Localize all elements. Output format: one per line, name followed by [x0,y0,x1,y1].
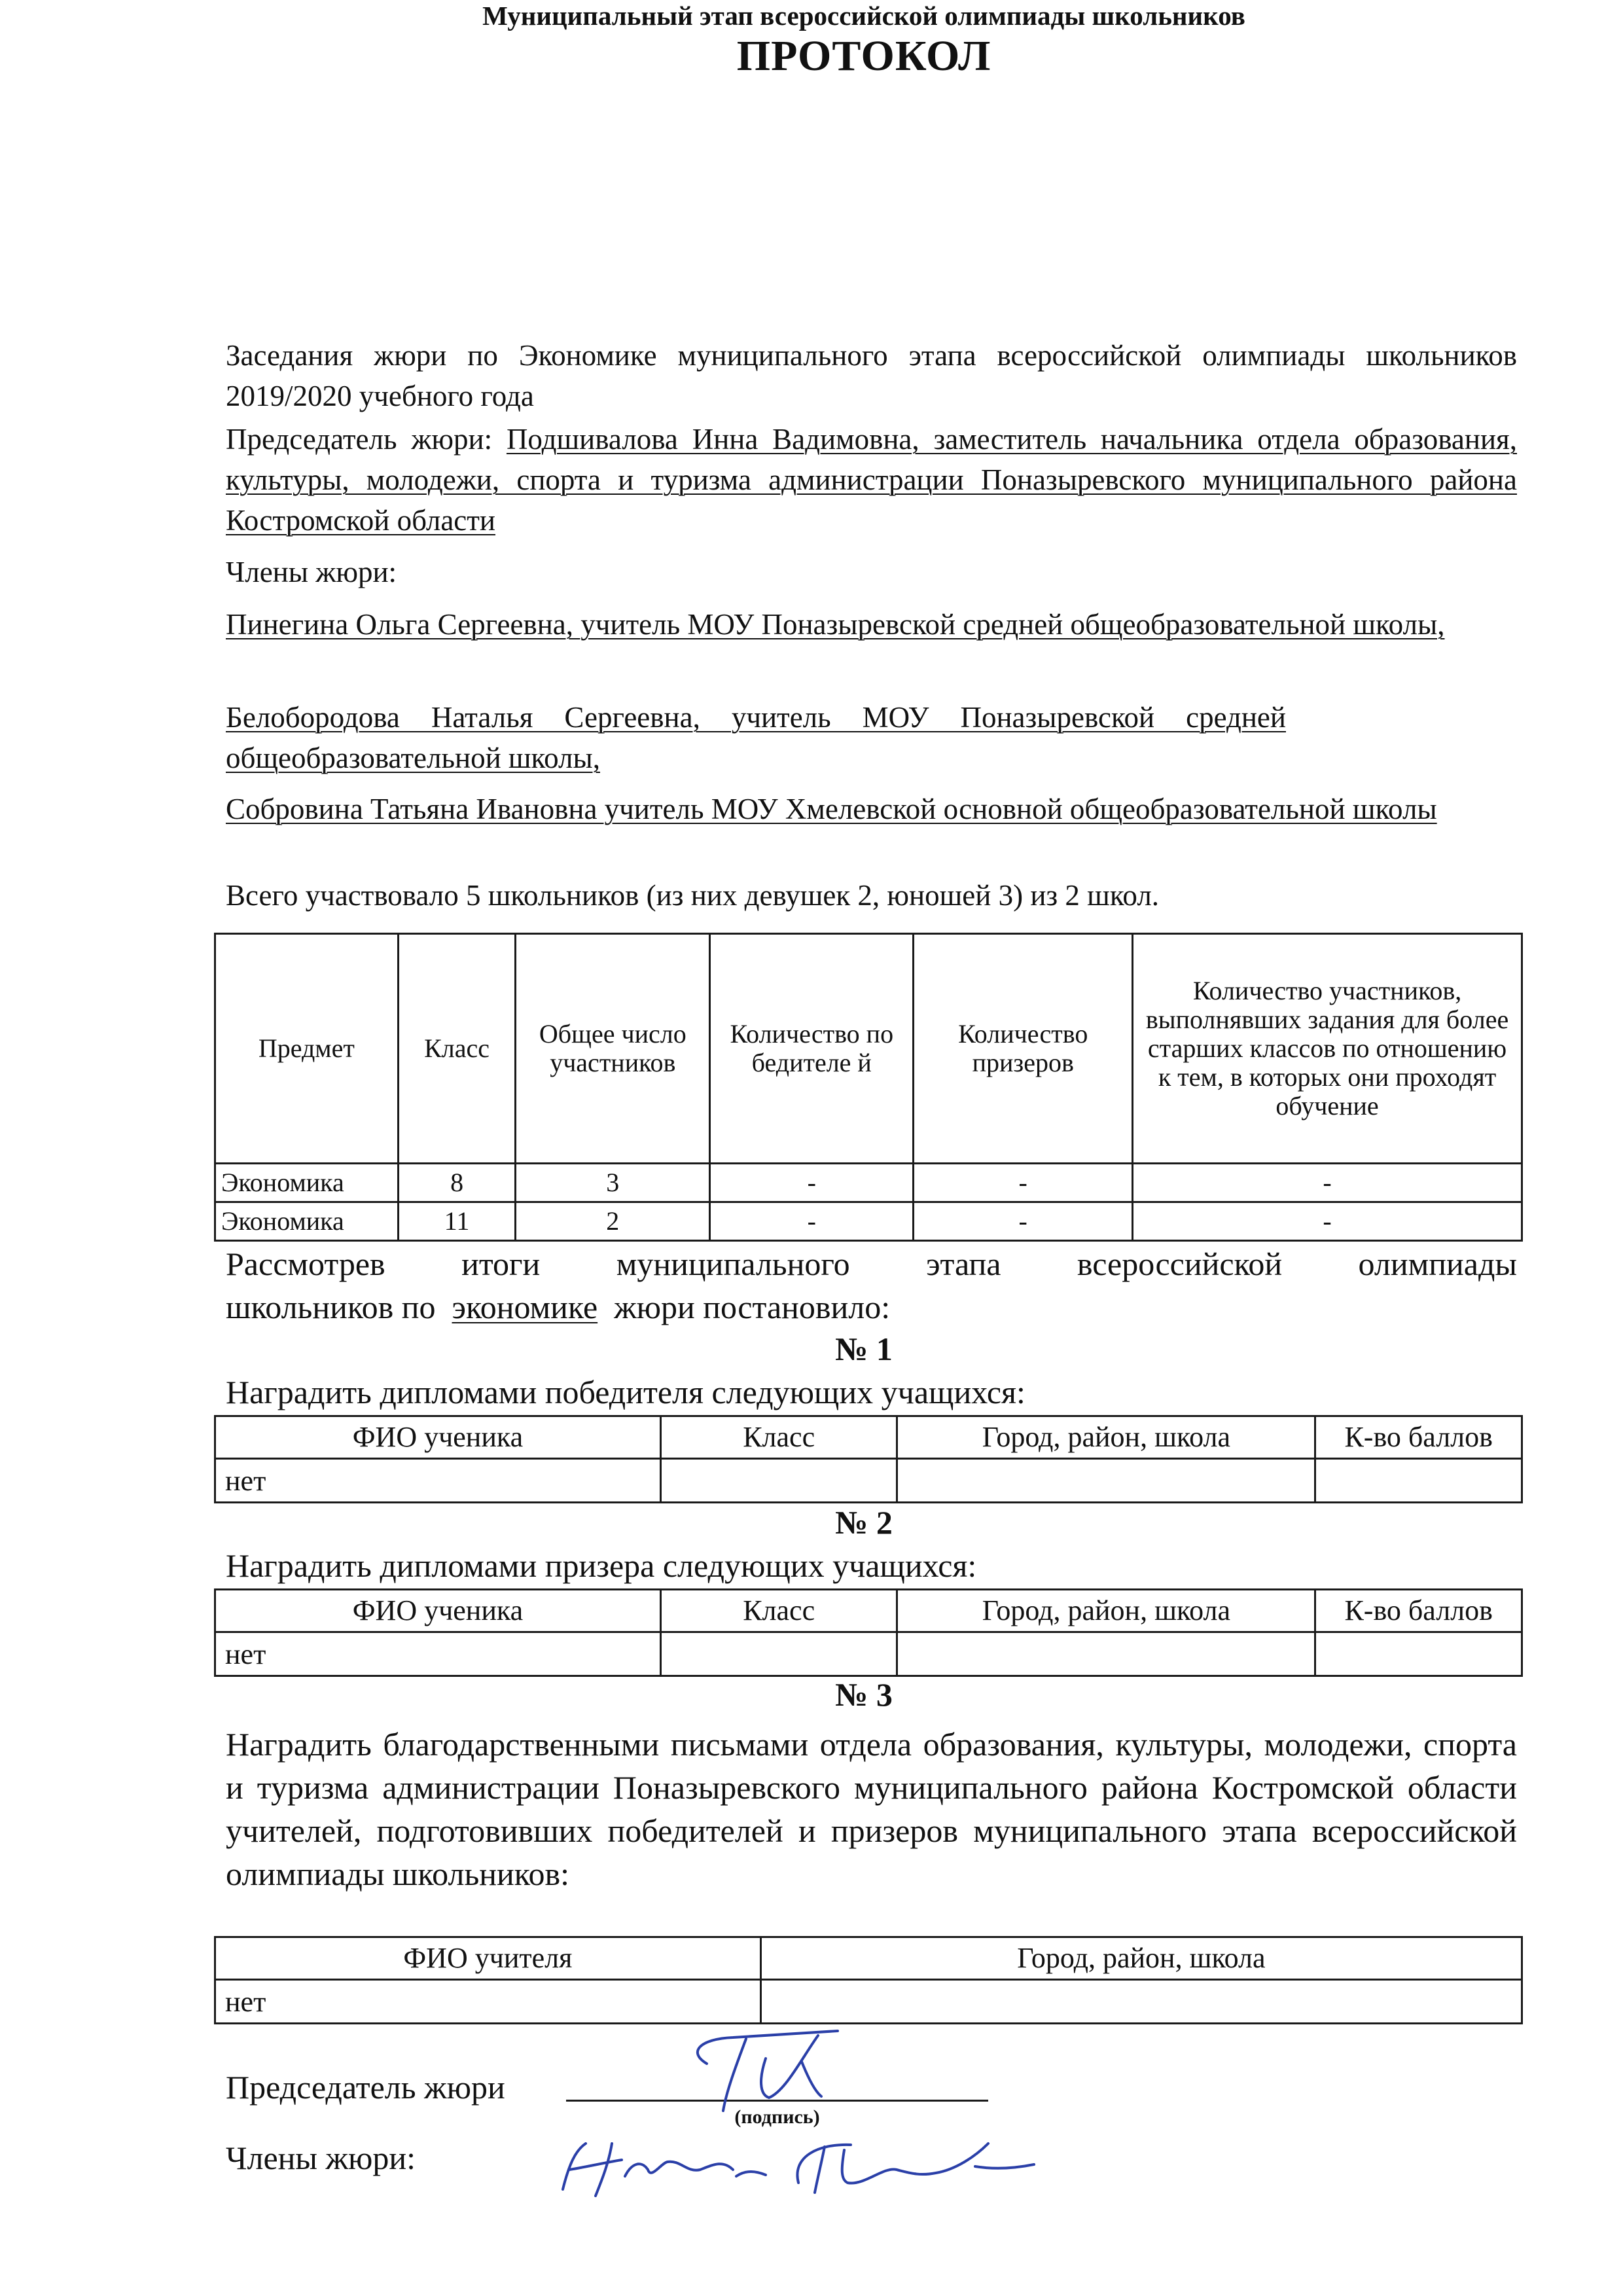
table-row [215,1202,1522,1241]
signature-caption: (подпись) [734,2106,820,2128]
table-cell: 3 [516,1164,710,1202]
teachers-table [214,1936,1523,2024]
column-header: Количество участников, выполнявших задания для более старших классов по отношению к тем, в которых они проходят обучение [1133,934,1522,1164]
decision-line: Рассмотрев итоги муниципального этапа всероссийской олимпиады [226,1246,1517,1282]
table-cell [897,1459,1315,1503]
table-cell: 2 [516,1202,710,1241]
section-text: Наградить дипломами победителя следующих учащихся: [226,1374,1026,1410]
section-text: Наградить благодарственными письмами отдела образования, культуры, молодежи, спорта и туризма администрации Поназыревского муниципального района Костромской области учителей, подготовивших победителей и призеров муниципального этапа всероссийской олимпиады школьников: [226,1726,1517,1892]
table-cell: - [914,1202,1133,1241]
column-header: Класс [660,1590,897,1632]
table-header-row [215,1937,1522,1980]
table-header-row [215,1590,1522,1632]
column-header: Город, район, школа [897,1590,1315,1632]
section-number: № 2 [835,1504,893,1541]
column-header: Класс [660,1416,897,1459]
column-header: ФИО ученика [215,1416,661,1459]
column-header: Город, район, школа [760,1937,1522,1980]
table-cell [897,1632,1315,1676]
jury-chairman [226,419,1517,541]
section-number: № 1 [835,1331,893,1367]
table-cell: 8 [398,1164,516,1202]
table-cell: 11 [398,1202,516,1241]
participants-stats-table [214,933,1523,1242]
section-text: Наградить дипломами призера следующих учащихся: [226,1547,977,1584]
column-header: Количество победителе й [710,934,914,1164]
document-title: ПРОТОКОЛ [736,32,991,80]
column-header: ФИО ученика [215,1590,661,1632]
table-cell [660,1459,897,1503]
table-cell: Экономика [215,1164,399,1202]
column-header: Город, район, школа [897,1416,1315,1459]
table-cell [1315,1459,1522,1503]
table-cell [660,1632,897,1676]
chairman-label: Председатель жюри: [226,423,493,456]
member-signature [779,2130,1041,2202]
decision-line: школьников по экономике жюри постановило: [226,1289,891,1325]
table-cell: нет [215,1980,761,2024]
table-row [215,1980,1522,2024]
jury-member: Собровина Татьяна Ивановна учитель МОУ Хмелевской основной общеобразовательной школы [226,793,1437,825]
members-signature-label: Члены жюри: [226,2140,416,2176]
column-header: ФИО учителя [215,1937,761,1980]
jury-member: Пинегина Ольга Сергеевна, учитель МОУ Поназыревской средней общеобразовательной школы, [226,608,1445,641]
table-cell: - [710,1202,914,1241]
decision-paragraph [226,1242,1517,1329]
members-label: Члены жюри: [226,556,397,588]
chairman-signature-label: Председатель жюри [226,2069,505,2106]
table-cell: Экономика [215,1202,399,1241]
table-cell: - [1133,1202,1522,1241]
chairman-value: Подшивалова Инна Вадимовна, заместитель начальника отдела образования, культуры, молодежи, спорта и туризма администрации Поназыревского муниципального района Костромской области [226,423,1518,537]
table-cell: - [1133,1164,1522,1202]
table-row [215,1632,1522,1676]
table-cell: - [914,1164,1133,1202]
table-cell [1315,1632,1522,1676]
column-header: К-во баллов [1315,1416,1522,1459]
winners-table [214,1415,1523,1503]
participants-total: Всего участвовало 5 школьников (из них девушек 2, юношей 3) из 2 школ. [226,879,1160,912]
document-heading: Муниципальный этап всероссийской олимпиады школьников [482,1,1245,31]
jury-member: Белобородова Наталья Сергеевна, учитель МОУ Поназыревской средней общеобразовательной школы, [226,701,1286,774]
column-header: К-во баллов [1315,1590,1522,1632]
table-cell: нет [215,1632,661,1676]
chairman-signature [661,2019,857,2117]
prizers-table [214,1588,1523,1677]
column-header: Общее число участников [516,934,710,1164]
column-header: Класс [398,934,516,1164]
section-number: № 3 [835,1676,893,1713]
decision-subject: экономике [452,1289,598,1325]
table-row [215,1164,1522,1202]
table-cell: - [710,1164,914,1202]
meeting-intro: Заседания жюри по Экономике муниципального этапа всероссийской олимпиады школьников 2019/2020 учебного года [226,339,1517,412]
table-cell: нет [215,1459,661,1503]
table-header-row [215,934,1522,1164]
table-cell [760,1980,1522,2024]
column-header: Предмет [215,934,399,1164]
table-row [215,1459,1522,1503]
member-signature [550,2124,785,2209]
table-header-row [215,1416,1522,1459]
column-header: Количество призеров [914,934,1133,1164]
